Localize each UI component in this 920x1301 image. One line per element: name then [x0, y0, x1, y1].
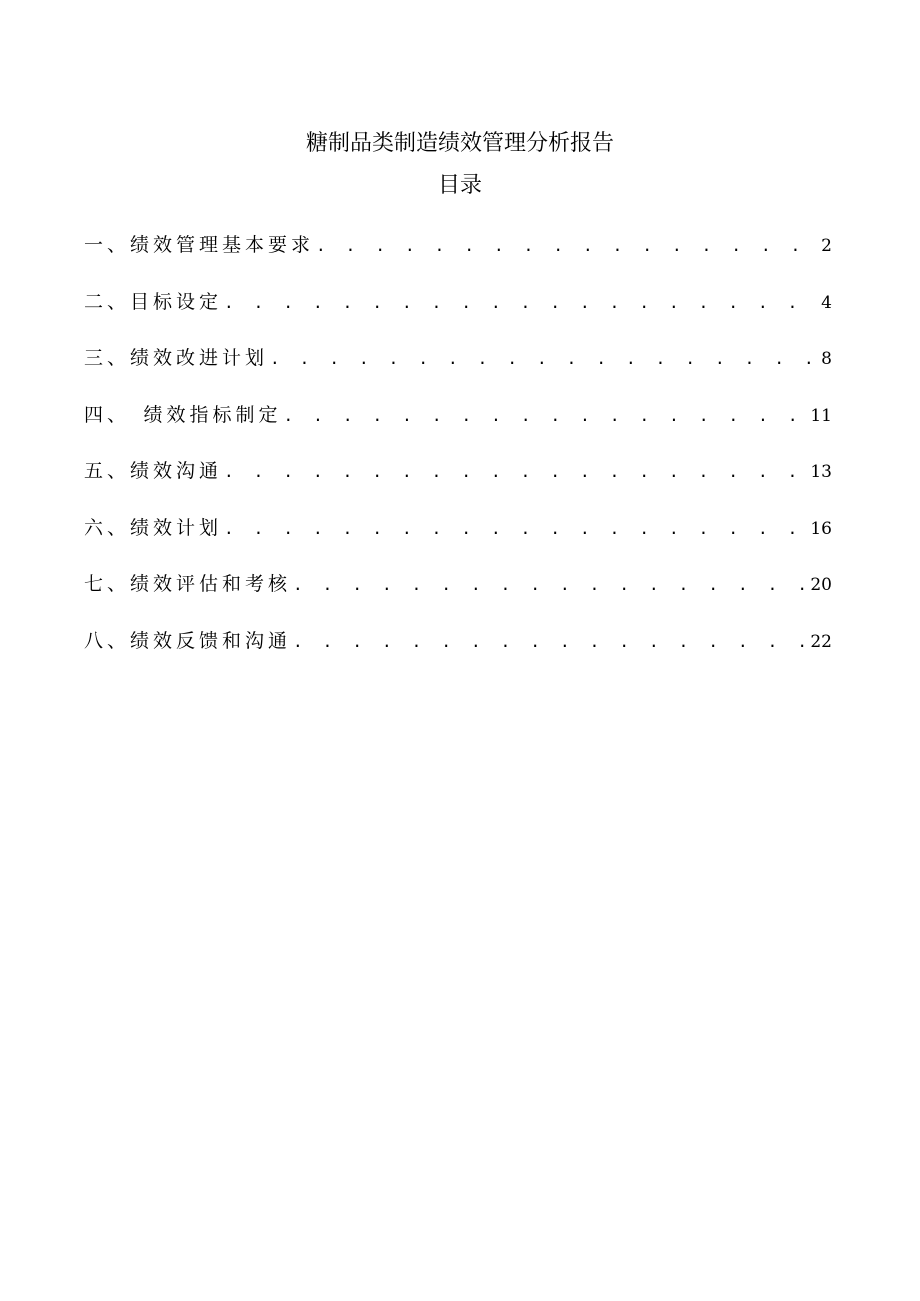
toc-entry[interactable]	[84, 286, 832, 343]
document-title: 糖制品类制造绩效管理分析报告	[305, 131, 614, 156]
toc-entry-label: 五、绩效沟通	[84, 460, 223, 482]
toc-dot-leader	[270, 343, 819, 375]
toc-entry-label: 四、 绩效指标制定	[84, 403, 282, 426]
toc-entry-page: 20	[810, 575, 832, 595]
toc-dot-leader	[293, 569, 808, 601]
toc-entry-label: 三、绩效改进计划	[84, 347, 269, 369]
toc-entry-page: 2	[821, 236, 832, 256]
toc-entry[interactable]	[84, 625, 832, 682]
toc-dot-leader	[316, 230, 819, 262]
toc-entry[interactable]	[84, 229, 832, 286]
toc-entry[interactable]	[84, 399, 832, 456]
toc-heading: 目录	[437, 173, 482, 198]
toc-entry[interactable]	[84, 512, 832, 569]
toc-entry-page: 13	[810, 462, 832, 482]
toc-entry-label: 六、绩效计划	[84, 516, 223, 539]
toc-dot-leader	[284, 400, 809, 432]
toc-entry[interactable]	[84, 455, 832, 512]
toc-entry-page: 11	[810, 405, 832, 426]
toc-entry-label: 二、目标设定	[84, 290, 223, 313]
toc-entry-page: 4	[821, 292, 832, 313]
toc-entry-label: 七、绩效评估和考核	[84, 573, 292, 595]
toc-dot-leader	[224, 513, 808, 545]
toc-dot-leader	[224, 287, 819, 319]
toc-entry-page: 16	[810, 518, 832, 539]
toc-dot-leader	[293, 626, 808, 658]
toc-entry-page: 22	[810, 631, 832, 652]
table-of-contents	[84, 229, 832, 681]
toc-entry-label: 八、绩效反馈和沟通	[84, 629, 292, 652]
toc-entry-label: 一、绩效管理基本要求	[84, 234, 315, 256]
toc-entry-page: 8	[821, 349, 832, 369]
toc-dot-leader	[224, 456, 808, 488]
toc-entry[interactable]	[84, 568, 832, 625]
toc-entry[interactable]	[84, 342, 832, 399]
